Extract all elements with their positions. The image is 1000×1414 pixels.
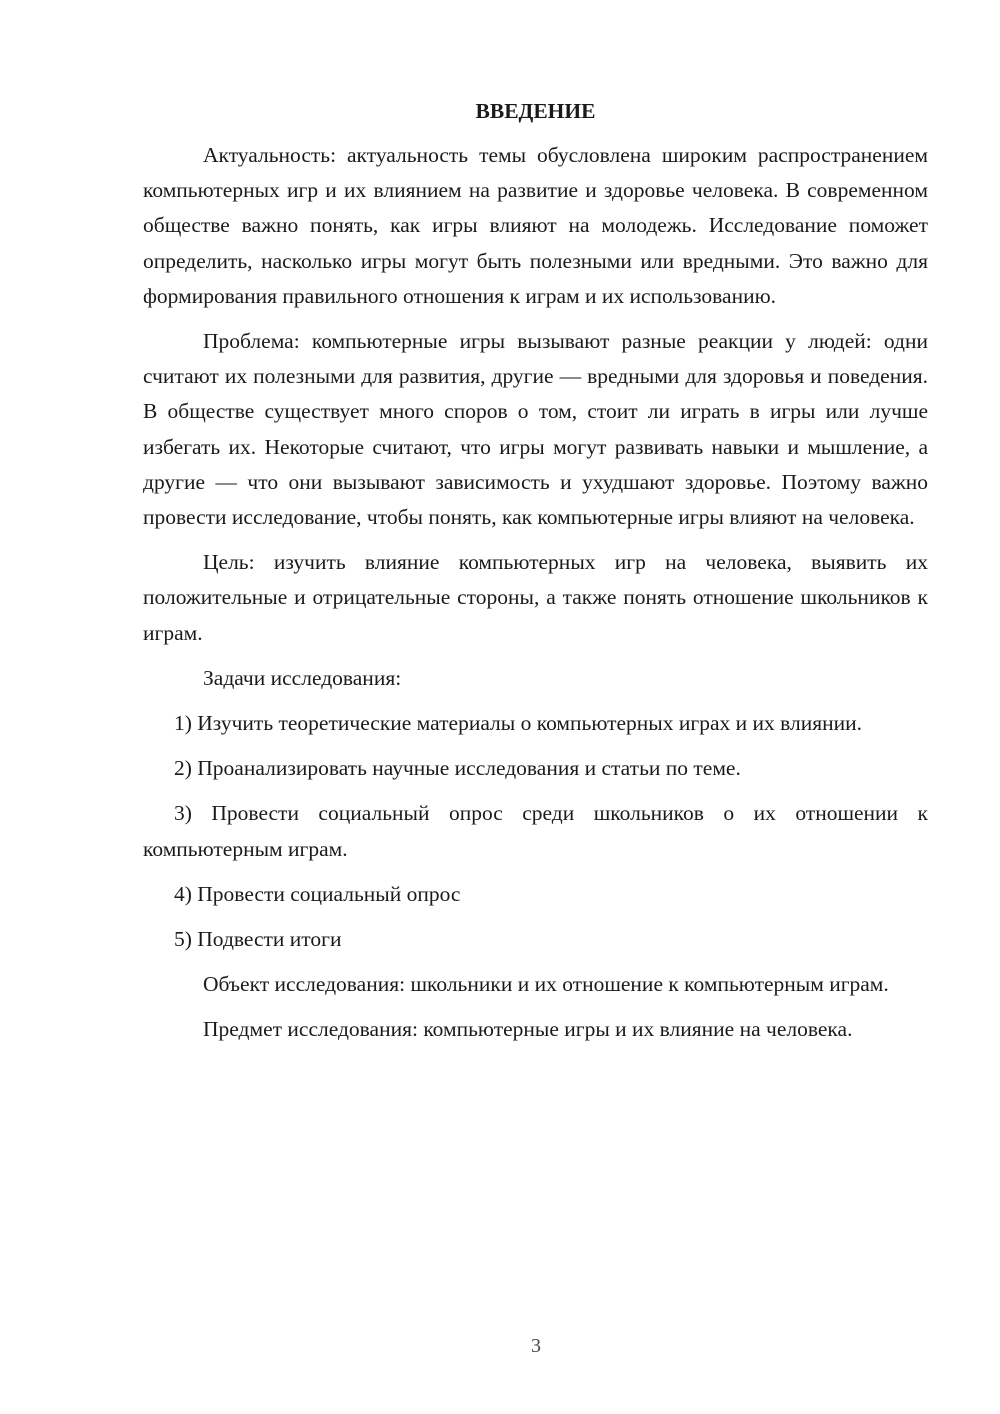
page-content bbox=[143, 94, 928, 1058]
paragraph-subject: Предмет исследования: компьютерные игры и их влияние на человека. bbox=[203, 1017, 853, 1042]
task-item-5: 5) Подвести итоги bbox=[174, 927, 342, 952]
task-item-2: 2) Проанализировать научные исследования и статьи по теме. bbox=[174, 756, 741, 781]
page-number: 3 bbox=[531, 1335, 541, 1357]
task-item-4: 4) Провести социальный опрос bbox=[174, 881, 461, 906]
tasks-heading: Задачи исследования: bbox=[203, 665, 402, 690]
paragraph-relevance: Актуальность: актуальность темы обусловлена широким распространением компьютерных игр и их влиянием на развитие и здоровье человека. В современном обществе важно понять, как игры влияют на молодежь. Исследование поможет определить, насколько игры могут быть полезными или вредными. Это важно для формирования правильного отношения к играм и их использованию. bbox=[143, 143, 928, 308]
task-item-3: 3) Провести социальный опрос среди школьников о их отношении к компьютерным играм. bbox=[143, 801, 928, 861]
section-title: ВВЕДЕНИЕ bbox=[475, 99, 596, 123]
paragraph-problem: Проблема: компьютерные игры вызывают разные реакции у людей: одни считают их полезными для развития, другие — вредными для здоровья и поведения. В обществе существует много споров о том, стоит ли играть в игры или лучше избегать их. Некоторые считают, что игры могут развивать навыки и мышление, а другие — что они вызывают зависимость и ухудшают здоровье. Поэтому важно провести исследование, чтобы понять, как компьютерные игры влияют на человека. bbox=[143, 329, 928, 530]
task-item-1: 1) Изучить теоретические материалы о компьютерных играх и их влиянии. bbox=[174, 711, 863, 736]
paragraph-goal: Цель: изучить влияние компьютерных игр на человека, выявить их положительные и отрицательные стороны, а также понять отношение школьников к играм. bbox=[143, 550, 928, 645]
paragraph-object: Объект исследования: школьники и их отношение к компьютерным играм. bbox=[203, 972, 889, 997]
